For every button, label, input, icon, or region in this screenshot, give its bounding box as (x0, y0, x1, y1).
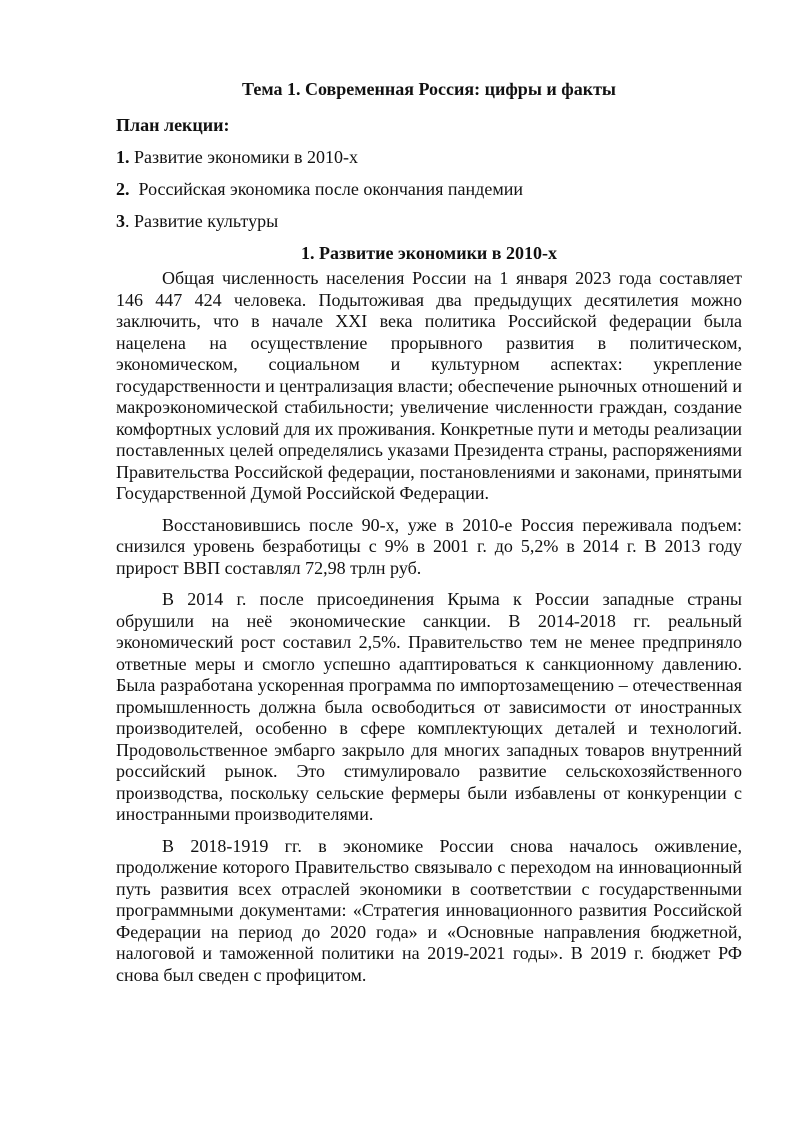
document-page (116, 70, 742, 996)
paragraph: В 2018-1919 гг. в экономике России снова началось оживление, продолжение которого Правительство связывало с переходом на инновационный путь развития всех отраслей экономики в соответствии с государственными программными документами: «Стратегия инновационного развития Российской Федерации на период до 2020 года» и «Основные направления бюджетной, налоговой и таможенной политики на 2019-2021 годы». В 2019 г. бюджет РФ снова был сведен с профицитом. (116, 835, 742, 985)
plan-item-text: Развитие экономики в 2010-х (129, 147, 358, 167)
document-title: Тема 1. Современная Россия: цифры и факты (242, 79, 616, 99)
section-heading: 1. Развитие экономики в 2010-х (300, 243, 558, 263)
plan-item-2 (116, 178, 742, 200)
plan-item-number: 2. (116, 179, 130, 199)
plan-item-1 (116, 146, 742, 168)
plan-item-3 (116, 210, 742, 232)
plan-item-text: . Развитие культуры (125, 211, 279, 231)
plan-item-text: Российская экономика после окончания пандемии (129, 179, 523, 199)
plan-item-number: 3 (116, 211, 125, 231)
paragraph: В 2014 г. после присоединения Крыма к России западные страны обрушили на неё экономические санкции. В 2014-2018 гг. реальный экономический рост составил 2,5%. Правительство тем не менее предприняло ответные меры и смогло успешно адаптироваться к санкционному давлению. Была разработана ускоренная программа по импортозамещению – отечественная промышленность должна была освободиться от зависимости от иностранных производителей, особенно в сфере комплектующих деталей и технологий. Продовольственное эмбарго закрыло для многих западных товаров внутренний российский рынок. Это стимулировало развитие сельскохозяйственного производства, поскольку сельские фермеры были избавлены от конкуренции с иностранными производителями. (116, 589, 742, 824)
plan-heading: План лекции: (116, 115, 230, 135)
paragraph: Общая численность населения России на 1 января 2023 года составляет 146 447 424 человека. Подытоживая два предыдущих десятилетия можно заключить, что в начале XXI века политика Российской федерации была нацелена на осуществление прорывного развития в политическом, экономическом, социальном и культурном аспектах: укрепление государственности и централизация власти; обеспечение рыночных отношений и макроэкономической стабильности; увеличение численности граждан, создание комфортных условий для их проживания. Конкретные пути и методы реализации поставленных целей определялись указами Президента страны, распоряжениями Правительства Российской федерации, постановлениями и законами, принятыми Государственной Думой Российской Федерации. (116, 268, 742, 503)
plan-item-number: 1. (116, 147, 130, 167)
paragraph: Восстановившись после 90-х, уже в 2010-е Россия переживала подъем: снизился уровень безработицы с 9% в 2001 г. до 5,2% в 2014 г. В 2013 году прирост ВВП составлял 72,98 трлн руб. (116, 514, 742, 578)
